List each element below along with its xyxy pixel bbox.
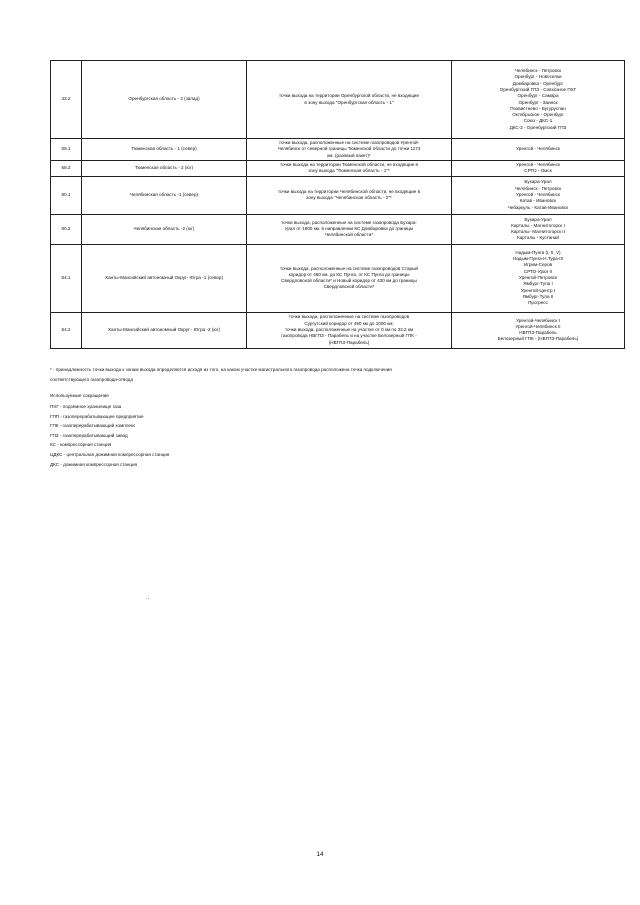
zone-number: 64.1 [51,244,82,312]
footnote-line: соответствующего газопровода-отвода [50,377,134,382]
table-row [51,139,625,161]
exit-point-description: точки выхода, расположенные на системе газопровода Бухара- Урал от 1900 км. в направлении КС Домбаровка до границы Челябинской области* [247,214,452,244]
zone-number: 58.2 [51,161,82,177]
list-item: ГПЗ - газоперерабатывающий завод [50,432,128,438]
exit-point-description: точки выхода на территории Тюменской области, не входящие в зону выхода "Тюменская область - 1"* [247,161,452,177]
list-item: ДКС - дожимная компрессорная станция [50,461,138,467]
zone-region: Тюменская область - 1 (север) [82,139,247,161]
zone-number: 60.2 [51,214,82,244]
exit-point-description: точки выхода на территории Оренбургской области, не входящие в зону выхода "Оренбургская область - 1" [247,61,452,139]
scan-speck [148,598,149,599]
zone-region: Ханты-Мансийский автономный Округ - Югра -2 (юг) [82,312,247,348]
zone-region: Челябинская область -2 (юг) [82,214,247,244]
zone-number: 64.2 [51,312,82,348]
zone-region: Челябинская область -1 (север) [82,176,247,214]
list-item: КС - компрессорная станция [50,442,112,448]
abbreviations-list [50,402,169,469]
abbreviations-title: Используемые сокращения [50,393,109,398]
zone-region: Тюменская область - 2 (юг) [82,161,247,177]
table-row [51,161,625,177]
exit-point-description: точки выхода, расположенные на системе газопроводов Уренгой- Челябинск от северной границы Тюменской области до точки 1173 км. (разовый пакет)* [247,139,452,161]
zone-number: 58.1 [51,139,82,161]
exit-point-description: точки выхода, расположенные на системе газопроводов Старый коридор от 460 км. до КС Пунга, от КС Пунга до границы Свердловской области* и Новый коридор от 430 км до границы Свердловской области* [247,244,452,312]
list-item: ГПП - газоперерабатывающее предприятие [50,413,144,419]
table-row [51,214,625,244]
footnote [50,365,596,385]
footnote-line: * - принадлежность точки выхода к зонам выхода определяется исходя из того, на каком участке магистрального газопровода расположена точка подключения [50,367,392,372]
table-row [51,176,625,214]
zone-region: Ханты-Мансийский автономный Округ- Югра -1 (север) [82,244,247,312]
list-item: ПХГ - подземное хранилище газа [50,404,122,409]
zone-region: Оренбургская область - 2 (запад) [82,61,247,139]
pipeline-directions: Бухара-Урал Карталы - Магнитогорск I Карталы- Магнитогорск II Карталы - Кустанай [452,214,625,244]
exit-point-description: точки выхода на территории Челябинской области, не входящие в зону выхода "Челябинская область - 2"* [247,176,452,214]
page-number: 14 [316,851,324,858]
pipeline-directions: Надым-Пунга (I, II, V) Надым-Пунга-Н.Тура-III Игрим-Серов СРТО-Урал II Уренгой-Петровск Ямбург-Тула I Уренгой-Центр I Ямбург-Тула II Прогресс [452,244,625,312]
pipeline-directions: Уренгой - Челябинск [452,139,625,161]
table-row [51,312,625,348]
pipeline-directions: Уренгой - Челябинск СРТО - Омск [452,161,625,177]
pipeline-directions: Бухара-Урал Челябинск - Петровск Уренгой - Челябинск Катав - Ивановск Чебаркуль - Катав-Ивановск [452,176,625,214]
list-item: ЦДКС - центральная дожимная компрессорная станция [50,451,170,457]
pipeline-directions: Уренгой-Челябинск I Уренгой-Челябинск II НВГПЗ-Парабель Белозерный ГПК - (НВГПЗ-Парабель) [452,312,625,348]
zone-number: 43.2 [51,61,82,139]
zone-number: 60.1 [51,176,82,214]
list-item: ГПК - газоперерабатывающий комплекс [50,423,136,429]
exit-zones-table [50,60,625,349]
table-row [51,61,625,139]
pipeline-directions: Челябинск - Петровск Оренбург - Новоселки Домбаровка - Оренбург Оренбургский ГПЗ - Совхозное ПХГ Оренбург - Самара Оренбург - Заинск Похвистнево - Бугуруслан Октябрьское - Оренбург Союз - ДКС-1 ДКС-2 - Оренбургский ГПЗ [452,61,625,139]
table-row [51,244,625,312]
exit-point-description: точки выхода, расположенные на системе газопроводов Сургутский коридор от 490 км до 1000 км; точки выхода, расположенные на участке от 0 км по 32,2 км газопровода НВГПЗ - Парабель и на участке Белозерный ГПК - (НВГПЗ-Парабель) [247,312,452,348]
